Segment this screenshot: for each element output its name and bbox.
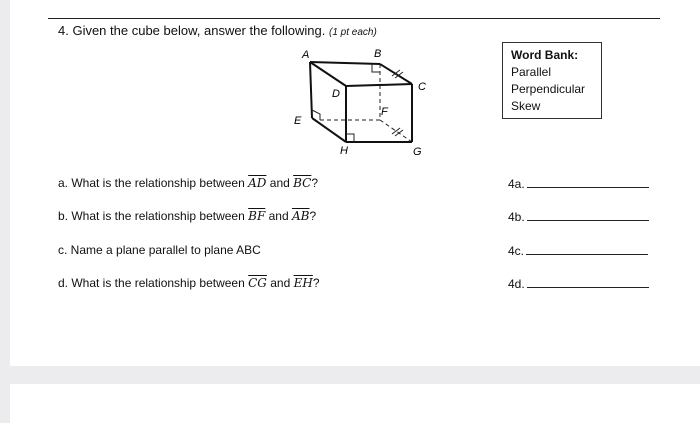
question-text: and: [268, 209, 289, 223]
answer-label: 4b.: [508, 210, 525, 224]
word-bank-item: Parallel: [511, 65, 552, 79]
segment-BC: $\overline{BC}$: [293, 176, 312, 190]
vertex-label-F: F: [381, 106, 388, 118]
right-angle-mark-B: [372, 64, 380, 72]
word-bank: [502, 42, 602, 119]
edge-EH: [312, 118, 346, 142]
question-a: [58, 176, 318, 190]
question-mark: ?: [309, 209, 317, 223]
question-text: a. What is the relationship between: [58, 176, 245, 190]
vertex-label-B: B: [374, 48, 382, 60]
segment-AB: $\overline{AB}$: [292, 209, 310, 223]
edge-BC: [380, 64, 412, 84]
vertex-label-G: G: [413, 146, 422, 158]
answer-blank[interactable]: [527, 209, 649, 221]
edge-DC: [346, 84, 412, 86]
edge-AE: [310, 62, 312, 118]
answer-blank[interactable]: [527, 176, 649, 188]
question-text: b. What is the relationship between: [58, 209, 245, 223]
heading-points: (1 pt each): [329, 27, 377, 38]
cube-diagram: [280, 44, 450, 160]
edge-AB: [310, 62, 380, 64]
question-c: [58, 243, 261, 257]
segment-BF: $\overline{BF}$: [248, 209, 266, 223]
question-d: [58, 276, 320, 290]
answer-blank[interactable]: [526, 243, 648, 255]
answer-label: 4a.: [508, 177, 525, 191]
vertex-label-E: E: [294, 115, 302, 127]
vertex-label-D: D: [332, 88, 340, 100]
answer-4d[interactable]: [508, 276, 649, 291]
answer-label: 4d.: [508, 277, 525, 291]
right-angle-mark-H: [346, 134, 354, 142]
vertex-label-C: C: [418, 81, 426, 93]
answer-label: 4c.: [508, 244, 525, 258]
answer-4c[interactable]: [508, 243, 648, 258]
question-text: d. What is the relationship between: [58, 276, 245, 290]
question-text: and: [269, 176, 290, 190]
question-mark: ?: [312, 276, 320, 290]
vertex-label-A: A: [302, 49, 310, 61]
vertex-label-H: H: [340, 145, 348, 157]
edge-AD: [310, 62, 346, 86]
answer-4b[interactable]: [508, 209, 649, 224]
top-rule: [48, 18, 660, 19]
answer-blank[interactable]: [527, 276, 649, 288]
segment-EH: $\overline{EH}$: [293, 276, 313, 290]
question-heading: [58, 23, 377, 38]
question-text: c. Name a plane parallel to plane ABC: [58, 243, 261, 257]
word-bank-title: Word Bank:: [511, 48, 579, 62]
question-mark: ?: [311, 176, 319, 190]
segment-AD: $\overline{AD}$: [248, 176, 267, 190]
question-text: and: [270, 276, 291, 290]
question-b: [58, 209, 316, 223]
answer-4a[interactable]: [508, 176, 649, 191]
word-bank-item: Perpendicular: [511, 82, 586, 96]
next-page: [10, 384, 700, 423]
segment-CG: $\overline{CG}$: [248, 276, 267, 290]
heading-title: 4. Given the cube below, answer the following.: [58, 23, 326, 38]
word-bank-item: Skew: [511, 99, 541, 113]
